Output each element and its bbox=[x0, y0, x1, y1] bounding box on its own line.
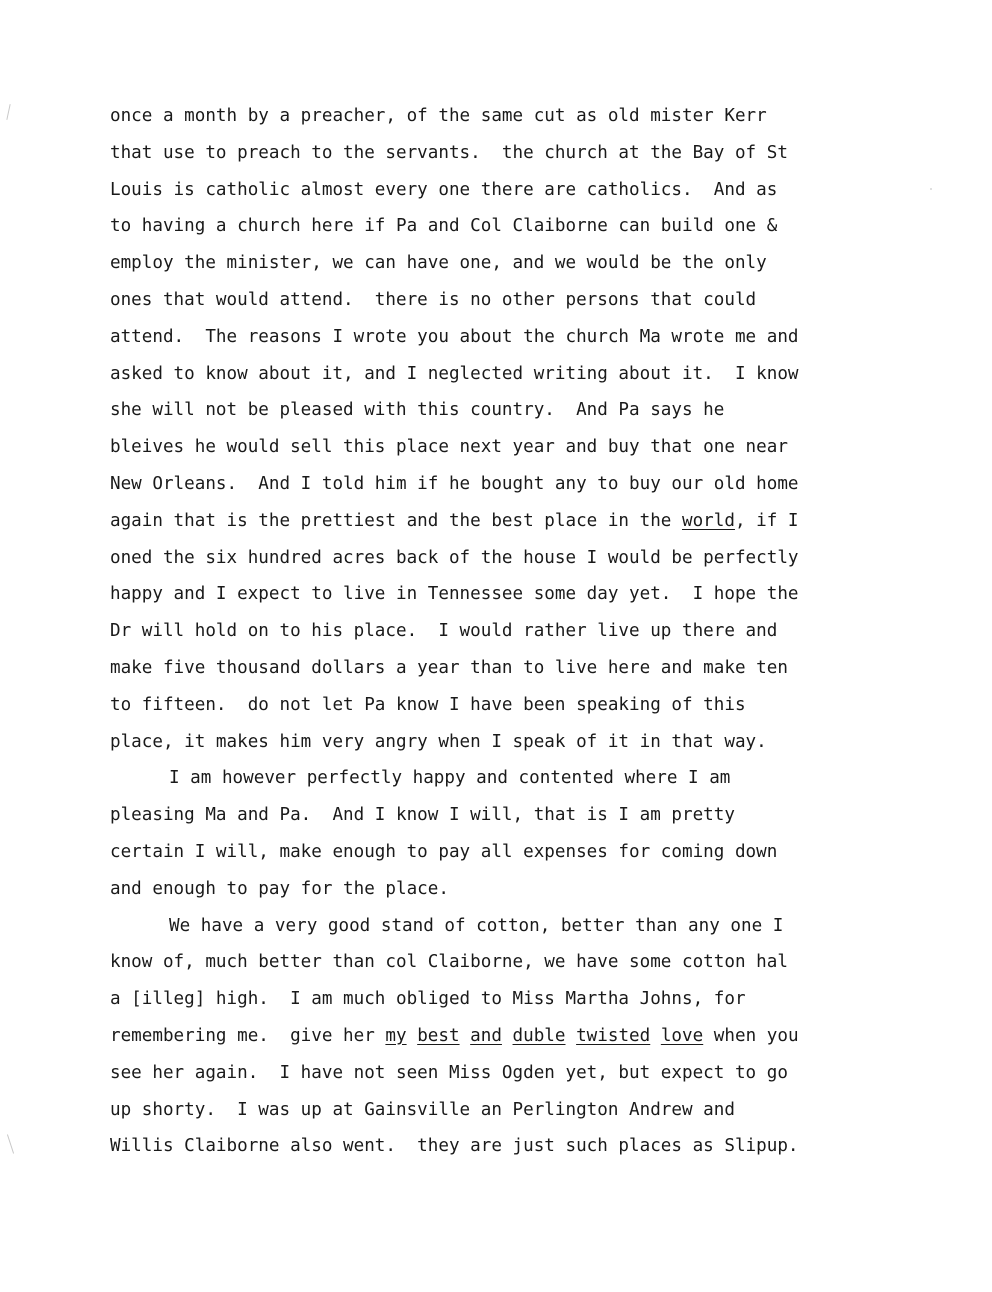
text-line: New Orleans. And I told him if he bought any to buy our old home bbox=[110, 473, 799, 494]
text-line: asked to know about it, and I neglected writing about it. I know bbox=[110, 363, 799, 384]
text-line: ones that would attend. there is no other persons that could bbox=[110, 289, 757, 310]
underlined-word: world bbox=[682, 510, 735, 531]
text-line: employ the minister, we can have one, and we would be the only bbox=[110, 253, 767, 274]
text-line: know of, much better than col Claiborne, we have some cotton hal bbox=[110, 952, 788, 973]
text-line: Louis is catholic almost every one there are catholics. And as bbox=[110, 179, 778, 200]
underlined-word: best bbox=[417, 1025, 460, 1046]
paragraph-start-line: We have a very good stand of cotton, better than any one I bbox=[169, 915, 784, 936]
text-line: see her again. I have not seen Miss Ogden yet, but expect to go bbox=[110, 1062, 788, 1083]
underlined-word: my bbox=[385, 1025, 407, 1046]
text-line: place, it makes him very angry when I speak of it in that way. bbox=[110, 731, 767, 752]
text-line: happy and I expect to live in Tennessee some day yet. I hope the bbox=[110, 584, 799, 605]
text-line: oned the six hundred acres back of the house I would be perfectly bbox=[110, 547, 799, 568]
text-line: bleives he would sell this place next year and buy that one near bbox=[110, 437, 788, 458]
underlined-word: duble bbox=[512, 1025, 566, 1046]
text-line: pleasing Ma and Pa. And I know I will, that is I am pretty bbox=[110, 805, 735, 826]
text-line: that use to preach to the servants. the church at the Bay of St bbox=[110, 142, 788, 163]
underlined-word: twisted bbox=[576, 1025, 651, 1046]
margin-mark bbox=[7, 1134, 14, 1153]
text-line: remembering me. give her my best and duble twisted love when you bbox=[110, 1025, 799, 1046]
text-line: once a month by a preacher, of the same cut as old mister Kerr bbox=[110, 106, 767, 126]
letter-body bbox=[110, 98, 970, 1165]
underlined-word: love bbox=[660, 1025, 704, 1046]
text-line: certain I will, make enough to pay all expenses for coming down bbox=[110, 841, 778, 862]
margin-mark bbox=[6, 104, 10, 120]
text-line: to fifteen. do not let Pa know I have been speaking of this bbox=[110, 694, 746, 715]
text-line: Willis Claiborne also went. they are just such places as Slipup. bbox=[110, 1136, 799, 1157]
text-line: up shorty. I was up at Gainsville an Perlington Andrew and bbox=[110, 1099, 735, 1120]
text-line: a [illeg] high. I am much obliged to Miss Martha Johns, for bbox=[110, 989, 746, 1010]
text-line: she will not be pleased with this country. And Pa says he bbox=[110, 400, 725, 421]
text-line: attend. The reasons I wrote you about the church Ma wrote me and bbox=[110, 326, 799, 347]
paragraph-start-line: I am however perfectly happy and contented where I am bbox=[169, 768, 731, 789]
text-line: again that is the prettiest and the best place in the world, if I bbox=[110, 510, 799, 531]
underlined-word: and bbox=[470, 1025, 502, 1046]
text-line: Dr will hold on to his place. I would rather live up there and bbox=[110, 621, 778, 642]
text-line: and enough to pay for the place. bbox=[110, 878, 449, 899]
text-line: make five thousand dollars a year than to live here and make ten bbox=[110, 657, 788, 678]
text-line: to having a church here if Pa and Col Claiborne can build one & bbox=[110, 216, 778, 237]
